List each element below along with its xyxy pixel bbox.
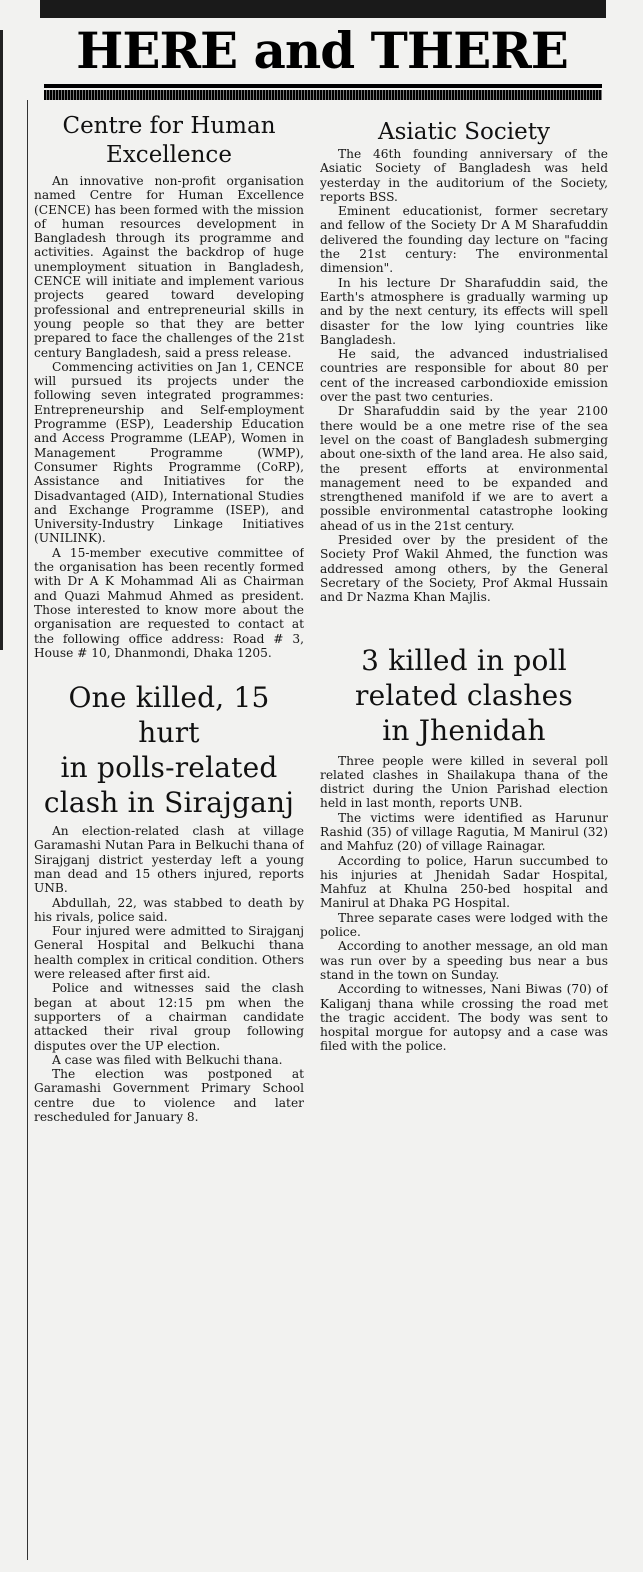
- story-paragraph: The election was postponed at Garamashi Government Primary School centre due to violence and later rescheduled for January 8.: [34, 1067, 304, 1125]
- story-paragraph: Abdullah, 22, was stabbed to death by his rivals, police said.: [34, 895, 304, 924]
- headline-line: Centre for Human: [62, 113, 276, 139]
- story-paragraph: Commencing activities on Jan 1, CENCE will pursued its projects under the following seven integrated programmes: Entrepreneurship and Self-employment Programme (ESP), Leadership Education and Access Programme (LEAP), Women in Management Programme (WMP), Consumer Rights Programme (CoRP), Assistance and Initiatives for the Disadvantaged (AID), International Studies and Exchange Programme (ISEP), and University-Industry Linkage Initiatives (UNILINK).: [34, 359, 304, 546]
- story-paragraph: Police and witnesses said the clash began at about 12:15 pm when the supporters of a chairman candidate attacked their rival group following disputes over the UP election.: [34, 981, 304, 1053]
- story-paragraph: The victims were identified as Harunur Rashid (35) of village Ragutia, M Manirul (32) and Mahfuz (20) of village Rainagar.: [320, 810, 608, 854]
- story-paragraph: Three separate cases were lodged with the police.: [320, 910, 608, 940]
- story-paragraph: Three people were killed in several poll related clashes in Shailakupa thana of the district during the Union Parishad election held in last month, reports UNB.: [320, 753, 608, 811]
- story-paragraph: According to witnesses, Nani Biwas (70) of Kaliganj thana while crossing the road met the tragic accident. The body was sent to hospital morgue for autopsy and a case was filed with the police.: [320, 982, 608, 1054]
- left-column: [34, 112, 304, 1562]
- story-paragraph: Four injured were admitted to Sirajganj General Hospital and Belkuchi thana health complex in critical condition. Others were released after first aid.: [34, 924, 304, 982]
- story-headline: [34, 112, 304, 170]
- left-margin-rule: [0, 30, 3, 650]
- story-cence: [34, 112, 304, 660]
- section-masthead: HERE and THERE: [76, 21, 568, 80]
- story-paragraph: Eminent educationist, former secretary and fellow of the Society Dr A M Sharafuddin delivered the founding day lecture on "facing the 21st century: The environmental dimension".: [320, 204, 608, 276]
- masthead-hatched-rule: [44, 90, 602, 100]
- story-paragraph: An election-related clash at village Garamashi Nutan Para in Belkuchi thana of Sirajganj district yesterday left a young man dead and 15 others injured, reports UNB.: [34, 824, 304, 896]
- story-paragraph: Presided over by the president of the Society Prof Wakil Ahmed, the function was addressed among others, by the General Secretary of the Society, Prof Akmal Hussain and Dr Nazma Khan Majlis.: [320, 533, 608, 605]
- story-sirajganj: [34, 680, 304, 1124]
- headline-line: in Jhenidah: [382, 713, 546, 747]
- story-paragraph: According to police, Harun succumbed to his injuries at Jhenidah Sadar Hospital, Mahfuz at Khulna 250-bed hospital and Manirul at Dhaka PG Hospital.: [320, 853, 608, 911]
- story-asiatic-society: [320, 118, 608, 605]
- column-rule: [27, 100, 28, 1560]
- story-paragraph: He said, the advanced industrialised countries are responsible for about 80 per cent of the increased carbondioxide emission over the past two centuries.: [320, 347, 608, 405]
- story-jhenidah: [320, 643, 608, 1054]
- masthead-rule: [44, 84, 602, 88]
- top-border-bar: [40, 0, 606, 18]
- story-paragraph: A 15-member executive committee of the organisation has been recently formed with Dr A K Mohammad Ali as Chairman and Quazi Mahmud Ahmed as president. Those interested to know more about the organisation are requested to contact at the following office address: Road # 3, House # 10, Dhanmondi, Dhaka 1205.: [34, 545, 304, 660]
- story-headline: [34, 680, 304, 820]
- story-paragraph: An innovative non-profit organisation named Centre for Human Excellence (CENCE) has been formed with the mission of human resources development in Bangladesh through its programme and activities. Against the backdrop of huge unemployment situation in Bangladesh, CENCE will initiate and implement various projects geared toward developing professional and entrepreneurial skills in young people so that they are better prepared to face the challenges of the 21st century Bangladesh, said a press release.: [34, 174, 304, 360]
- headline-line: clash in Sirajganj: [43, 786, 295, 820]
- headline-line: in polls-related: [60, 751, 278, 785]
- story-headline: Asiatic Society: [378, 119, 550, 145]
- story-paragraph: Dr Sharafuddin said by the year 2100 there would be a one metre rise of the sea level on the coast of Bangladesh submerging about one-sixth of the land area. He also said, the present efforts at environmental management need to be expanded and strengthened manifold if we are to avert a possible environmental catastrophe looking ahead of us in the 21st century.: [320, 404, 608, 533]
- story-paragraph: A case was filed with Belkuchi thana.: [52, 1052, 283, 1067]
- right-column: [320, 118, 608, 1558]
- story-paragraph: The 46th founding anniversary of the Asiatic Society of Bangladesh was held yesterday in the auditorium of the Society, reports BSS.: [320, 147, 608, 204]
- story-paragraph: In his lecture Dr Sharafuddin said, the Earth's atmosphere is gradually warming up and by the next century, its effects will spell disaster for the low lying countries like Bangladesh.: [320, 275, 608, 347]
- story-paragraph: According to another message, an old man was run over by a speeding bus near a bus stand in the town on Sunday.: [320, 939, 608, 982]
- story-headline: [320, 643, 608, 748]
- headline-line: One killed, 15 hurt: [68, 681, 270, 750]
- headline-line: related clashes: [355, 678, 573, 712]
- headline-line: Excellence: [106, 142, 232, 168]
- headline-line: 3 killed in poll: [361, 643, 567, 677]
